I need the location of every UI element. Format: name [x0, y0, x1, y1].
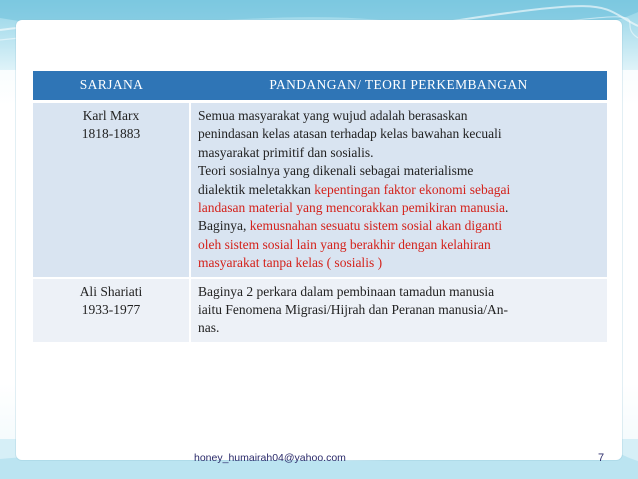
- scholar-cell: [33, 278, 190, 343]
- body-text: nas.: [198, 320, 220, 336]
- header-view: PANDANGAN/ TEORI PERKEMBANGAN: [190, 71, 607, 102]
- body-text: masyarakat primitif dan sosialis.: [198, 144, 374, 160]
- scholar-name: Ali Shariati: [79, 283, 143, 299]
- text-line: [198, 283, 601, 301]
- text-line: [198, 301, 601, 319]
- scholar-years: 1818-1883: [81, 126, 141, 142]
- text-line: [198, 236, 601, 254]
- text-line: [198, 181, 601, 199]
- footer-email: honey_humairah04@yahoo.com: [194, 452, 346, 464]
- text-line: [198, 217, 601, 235]
- scholar-cell: [33, 102, 190, 278]
- highlighted-text: kemusnahan sesuatu sistem sosial akan diganti: [249, 218, 503, 234]
- table-header-row: [33, 71, 607, 102]
- body-text: Baginya,: [198, 218, 250, 234]
- highlighted-text: masyarakat tanpa kelas ( sosialis ): [198, 255, 383, 271]
- highlighted-text: oleh sistem sosial lain yang berakhir dengan kelahiran: [198, 236, 491, 252]
- text-line: [198, 199, 601, 217]
- text-line: [198, 107, 601, 125]
- view-cell: [190, 278, 607, 343]
- header-scholar: SARJANA: [33, 71, 190, 102]
- highlighted-text: kepentingan faktor ekonomi sebagai: [314, 181, 511, 197]
- view-cell: [190, 102, 607, 278]
- body-text: penindasan kelas atasan terhadap kelas bawahan kecuali: [198, 126, 502, 142]
- body-text: dialektik meletakkan: [198, 181, 315, 197]
- page-number: 7: [598, 452, 605, 464]
- text-line: [198, 254, 601, 272]
- content-table: [33, 71, 607, 344]
- text-line: [198, 162, 601, 180]
- text-line: [198, 319, 601, 337]
- body-text: .: [505, 200, 509, 216]
- table-row: [33, 278, 607, 343]
- body-text: Baginya 2 perkara dalam pembinaan tamadun manusia: [198, 283, 495, 299]
- scholar-years: 1933-1977: [81, 302, 141, 318]
- highlighted-text: landasan material yang mencorakkan pemikiran manusia: [198, 200, 506, 216]
- text-line: [198, 144, 601, 162]
- body-text: Semua masyarakat yang wujud adalah berasaskan: [198, 108, 468, 123]
- body-text: iaitu Fenomena Migrasi/Hijrah dan Peranan manusia/An-: [198, 302, 509, 318]
- body-text: Teori sosialnya yang dikenali sebagai materialisme: [198, 163, 474, 179]
- table-row: [33, 102, 607, 278]
- scholar-name: Karl Marx: [82, 108, 140, 123]
- text-line: [198, 125, 601, 143]
